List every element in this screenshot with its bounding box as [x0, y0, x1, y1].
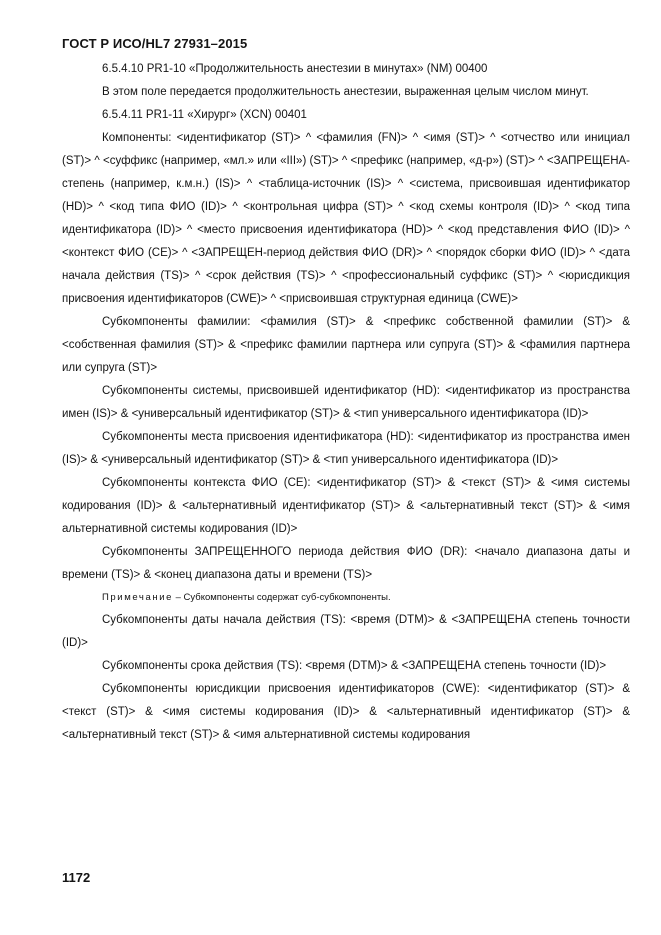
note — [62, 587, 630, 609]
paragraph-name-context-subcomponents: Субкомпоненты контекста ФИО (CE): <идентификатор (ST)> & <текст (ST)> & <имя системы кодирования (ID)> & <альтернативный идентификатор (ST)> & <альтернативный текст (ST)> & <имя альтернативной системы кодирования (ID)> — [62, 477, 630, 535]
paragraph-surname-subcomponents: Субкомпоненты фамилии: <фамилия (ST)> & <префикс собственной фамилии (ST)> & <собственная фамилия (ST)> & <префикс фамилии партнера или супруга (ST)> & <фамилия партнера или супруга (ST)> — [62, 316, 630, 374]
section-heading-pr1-11: 6.5.4.11 PR1-11 «Хирург» (XCN) 00401 — [102, 109, 307, 121]
note-label: Примечание — [102, 592, 173, 603]
paragraph-assigning-system-subcomponents: Субкомпоненты системы, присвоившей идентификатор (HD): <идентификатор из пространства имен (IS)> & <универсальный идентификатор (ST)> & <тип универсального идентификатора (ID)> — [62, 385, 630, 420]
paragraph-duration-description: В этом поле передается продолжительность анестезии, выраженная целым числом минут. — [102, 86, 589, 98]
paragraph-components: Компоненты: <идентификатор (ST)> ^ <фамилия (FN)> ^ <имя (ST)> ^ <отчество или инициал (ST)> ^ <суффикс (например, «мл.» или «III») (ST)> ^ <префикс (например, «д-р») (ST)> ^ <ЗАПРЕЩЕНА-степень (например, к.м.н.) (IS)> ^ <таблица-источник (IS)> ^ <система, присвоившая идентификатор (HD)> ^ <код типа ФИО (ID)> ^ <контрольная цифра (ST)> ^ <код схемы контроля (ID)> ^ <код типа идентификатора (ID)> ^ <место присвоения идентификатора (HD)> ^ <код представления ФИО (ID)> ^ <контекст ФИО (CE)> ^ <ЗАПРЕЩЕН-период действия ФИО (DR)> ^ <порядок сборки ФИО (ID)> ^ <дата начала действия (TS)> ^ <срок действия (TS)> ^ <профессиональный суффикс (ST)> ^ <юрисдикция присвоения идентификаторов (CWE)> ^ <присвоившая структурная единица (CWE)> — [62, 132, 630, 305]
document-page — [62, 36, 630, 747]
note-text: – Субкомпоненты содержат суб-субкомпоненты. — [173, 592, 391, 603]
paragraph-expiration-date-subcomponents: Субкомпоненты срока действия (TS): <время (DTM)> & <ЗАПРЕЩЕНА степень точности (ID)> — [102, 660, 607, 672]
paragraph-assigning-place-subcomponents: Субкомпоненты места присвоения идентификатора (HD): <идентификатор из пространства имен (IS)> & <универсальный идентификатор (ST)> & <тип универсального идентификатора (ID)> — [62, 431, 630, 466]
paragraph-effective-date-subcomponents: Субкомпоненты даты начала действия (TS): <время (DTM)> & <ЗАПРЕЩЕНА степень точности (ID)> — [62, 614, 630, 649]
paragraph-jurisdiction-subcomponents: Субкомпоненты юрисдикции присвоения идентификаторов (CWE): <идентификатор (ST)> & <текст (ST)> & <имя системы кодирования (ID)> & <альтернативный идентификатор (ST)> & <альтернативный текст (ST)> & <имя альтернативной системы кодирования — [62, 683, 630, 741]
page-number: 1172 — [62, 870, 91, 885]
standard-header: ГОСТ Р ИСО/HL7 27931–2015 — [62, 36, 248, 51]
paragraph-validity-range-subcomponents: Субкомпоненты ЗАПРЕЩЕННОГО периода действия ФИО (DR): <начало диапазона даты и времени (TS)> & <конец диапазона даты и времени (TS)> — [62, 546, 630, 581]
section-heading-pr1-10: 6.5.4.10 PR1-10 «Продолжительность анестезии в минутах» (NM) 00400 — [102, 63, 488, 75]
